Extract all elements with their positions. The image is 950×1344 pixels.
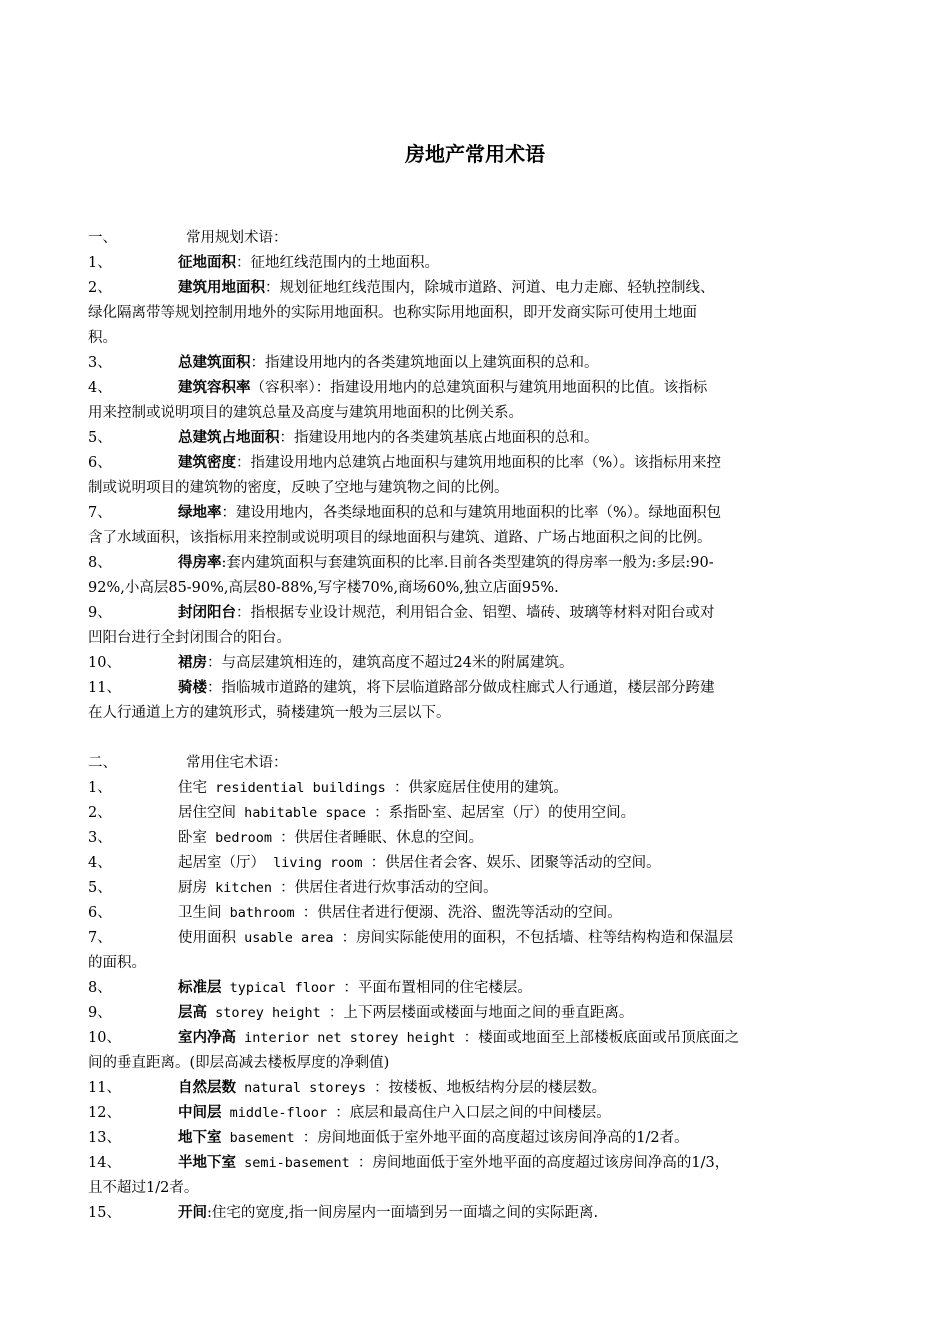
term-name: 标准层	[178, 980, 222, 996]
item-number: 11、	[88, 680, 121, 696]
term-first-line	[88, 426, 812, 451]
term-name: 层高	[178, 1005, 207, 1021]
term-definition: ：上下两层楼面或楼面与地面之间的垂直距离。	[328, 1005, 634, 1021]
item-number: 1、	[88, 780, 112, 796]
section-spacer	[88, 726, 812, 751]
term-entry	[88, 926, 812, 976]
term-first-line	[88, 351, 812, 376]
term-continuation-line	[88, 576, 812, 601]
term-name: 卧室	[178, 830, 207, 846]
item-number: 8、	[88, 555, 112, 571]
section-number: 一、	[88, 230, 117, 246]
term-first-line	[88, 376, 812, 401]
term-entry	[88, 1201, 812, 1226]
item-number: 9、	[88, 1005, 112, 1021]
term-entry	[88, 1101, 812, 1126]
term-definition: ：供居住者会客、娱乐、团聚等活动的空间。	[370, 855, 661, 871]
term-continuation-line	[88, 701, 812, 726]
term-entry	[88, 676, 812, 726]
document-body	[88, 226, 812, 1226]
item-number: 7、	[88, 505, 112, 521]
term-name: 卫生间	[178, 905, 222, 921]
page-title: 房地产常用术语	[405, 142, 545, 166]
item-number: 6、	[88, 455, 112, 471]
term-name: 得房率	[178, 555, 222, 571]
term-name: 绿地率	[178, 505, 222, 521]
term-name: 起居室（厅）	[178, 855, 265, 871]
term-entry	[88, 451, 812, 501]
term-entry	[88, 1026, 812, 1076]
term-name: 室内净高	[178, 1030, 236, 1046]
item-number: 10、	[88, 1030, 121, 1046]
term-definition: ：楼面或地面至上部楼板底面或吊顶底面之	[463, 1030, 740, 1046]
term-name: 骑楼	[178, 680, 207, 696]
term-english: basement	[221, 1130, 303, 1146]
term-definition: ：建设用地内，各类绿地面积的总和与建筑用地面积的比率（%）。绿地面积包	[221, 505, 722, 521]
term-first-line	[88, 1101, 812, 1126]
term-definition: 间的垂直距离。(即层高减去楼板厚度的净剩值)	[88, 1055, 390, 1071]
term-first-line	[88, 901, 812, 926]
term-definition: :套内建筑面积与套建筑面积的比率.目前各类型建筑的得房率一般为:多层:90-	[221, 555, 714, 571]
item-number: 11、	[88, 1080, 121, 1096]
item-number: 1、	[88, 255, 112, 271]
term-name: 封闭阳台	[178, 605, 236, 621]
term-definition: （容积率）：指建设用地内的总建筑面积与建筑用地面积的比值。该指标	[250, 380, 708, 396]
term-definition: 含了水域面积，该指标用来控制或说明项目的绿地面积与建筑、道路、广场占地面积之间的比例。	[88, 530, 712, 546]
term-definition: 用来控制或说明项目的建筑总量及高度与建筑用地面积的比例关系。	[88, 405, 523, 421]
term-definition: 的面积。	[88, 955, 146, 971]
term-entry	[88, 1001, 812, 1026]
term-continuation-line	[88, 526, 812, 551]
term-name: 中间层	[178, 1105, 222, 1121]
term-first-line	[88, 451, 812, 476]
term-first-line	[88, 926, 812, 951]
term-name: 使用面积	[178, 930, 236, 946]
term-entry	[88, 251, 812, 276]
term-entry	[88, 1126, 812, 1151]
term-english: residential buildings	[207, 780, 394, 796]
term-definition: ：供居住者睡眠、休息的空间。	[280, 830, 484, 846]
term-english: kitchen	[207, 880, 281, 896]
term-definition: ：房间地面低于室外地平面的高度超过该房间净高的1/3，	[357, 1155, 730, 1171]
term-definition: 在人行通道上方的建筑形式，骑楼建筑一般为三层以下。	[88, 705, 451, 721]
item-number: 12、	[88, 1105, 121, 1121]
term-definition: ：房间地面低于室外地平面的高度超过该房间净高的1/2者。	[302, 1130, 689, 1146]
term-definition: ：系指卧室、起居室（厅）的使用空间。	[374, 805, 636, 821]
term-english: bedroom	[207, 830, 281, 846]
term-english: semi-basement	[236, 1155, 358, 1171]
term-entry	[88, 876, 812, 901]
term-english: typical floor	[221, 980, 344, 996]
term-definition: ：供居住者进行便溺、洗浴、盥洗等活动的空间。	[302, 905, 622, 921]
term-definition: 积。	[88, 330, 117, 346]
term-first-line	[88, 551, 812, 576]
term-entry	[88, 826, 812, 851]
section-title: 常用住宅术语：	[186, 755, 288, 771]
term-continuation-line	[88, 1051, 812, 1076]
term-entry	[88, 351, 812, 376]
term-first-line	[88, 651, 812, 676]
section-title: 常用规划术语：	[186, 230, 288, 246]
term-name: 建筑用地面积	[178, 280, 265, 296]
term-first-line	[88, 1076, 812, 1101]
term-definition: 绿化隔离带等规划控制用地外的实际用地面积。也称实际用地面积，即开发商实际可使用土地面	[88, 305, 697, 321]
term-entry	[88, 376, 812, 426]
term-first-line	[88, 851, 812, 876]
term-first-line	[88, 1026, 812, 1051]
item-number: 7、	[88, 930, 112, 946]
term-first-line	[88, 776, 812, 801]
item-number: 4、	[88, 380, 112, 396]
term-continuation-line	[88, 326, 812, 351]
term-name: 建筑容积率	[178, 380, 251, 396]
term-entry	[88, 601, 812, 651]
term-entry	[88, 1076, 812, 1101]
section-number: 二、	[88, 755, 117, 771]
item-number: 8、	[88, 980, 112, 996]
term-entry	[88, 801, 812, 826]
item-number: 13、	[88, 1130, 121, 1146]
term-name: 总建筑占地面积	[178, 430, 280, 446]
term-entry	[88, 776, 812, 801]
term-first-line	[88, 251, 812, 276]
item-number: 5、	[88, 430, 112, 446]
term-english: bathroom	[221, 905, 303, 921]
section-heading-residential	[88, 751, 812, 776]
term-name: 厨房	[178, 880, 207, 896]
term-entry	[88, 901, 812, 926]
term-definition: ：供家庭居住使用的建筑。	[393, 780, 568, 796]
term-entry	[88, 276, 812, 351]
term-definition: ：指建设用地内总建筑占地面积与建筑用地面积的比率（%）。该指标用来控	[236, 455, 722, 471]
term-definition: :住宅的宽度,指一间房屋内一面墙到另一面墙之间的实际距离.	[207, 1205, 599, 1221]
term-english: natural storeys	[236, 1080, 375, 1096]
term-definition: ：平面布置相同的住宅楼层。	[343, 980, 532, 996]
term-entry	[88, 551, 812, 601]
term-first-line	[88, 601, 812, 626]
term-definition: ：按楼板、地板结构分层的楼层数。	[374, 1080, 607, 1096]
term-name: 半地下室	[178, 1155, 236, 1171]
item-number: 2、	[88, 280, 112, 296]
term-entry	[88, 651, 812, 676]
item-number: 4、	[88, 855, 112, 871]
term-name: 居住空间	[178, 805, 236, 821]
term-definition: ：供居住者进行炊事活动的空间。	[280, 880, 498, 896]
term-english: storey height	[207, 1005, 329, 1021]
term-name: 总建筑面积	[178, 355, 251, 371]
residential-terms-list	[88, 776, 812, 1226]
term-name: 自然层数	[178, 1080, 236, 1096]
term-english: interior net storey height	[236, 1030, 464, 1046]
term-definition: ：规划征地红线范围内，除城市道路、河道、电力走廊、轻轨控制线、	[265, 280, 715, 296]
term-first-line	[88, 1001, 812, 1026]
term-first-line	[88, 1126, 812, 1151]
term-definition: 凹阳台进行全封闭围合的阳台。	[88, 630, 291, 646]
term-english: usable area	[236, 930, 342, 946]
item-number: 3、	[88, 830, 112, 846]
term-first-line	[88, 501, 812, 526]
term-first-line	[88, 976, 812, 1001]
term-entry	[88, 1151, 812, 1201]
term-definition: ：指建设用地内的各类建筑地面以上建筑面积的总和。	[250, 355, 599, 371]
item-number: 14、	[88, 1155, 121, 1171]
term-definition: ：底层和最高住户入口层之间的中间楼层。	[335, 1105, 611, 1121]
term-definition: 制或说明项目的建筑物的密度，反映了空地与建筑物之间的比例。	[88, 480, 509, 496]
term-definition: ：征地红线范围内的土地面积。	[236, 255, 439, 271]
term-first-line	[88, 676, 812, 701]
item-number: 15、	[88, 1205, 121, 1221]
section-heading-planning	[88, 226, 812, 251]
term-continuation-line	[88, 401, 812, 426]
item-number: 9、	[88, 605, 112, 621]
term-first-line	[88, 801, 812, 826]
term-continuation-line	[88, 1176, 812, 1201]
item-number: 5、	[88, 880, 112, 896]
term-definition: ：指建设用地内的各类建筑基底占地面积的总和。	[279, 430, 599, 446]
term-definition: 92%,小高层85-90%,高层80-88%,写字楼70%,商场60%,独立店面95%.	[88, 580, 559, 596]
term-continuation-line	[88, 951, 812, 976]
term-name: 地下室	[178, 1130, 222, 1146]
term-continuation-line	[88, 626, 812, 651]
item-number: 2、	[88, 805, 112, 821]
term-name: 开间	[178, 1205, 207, 1221]
planning-terms-list	[88, 251, 812, 726]
item-number: 10、	[88, 655, 121, 671]
term-definition: ：房间实际能使用的面积，不包括墙、柱等结构构造和保温层	[341, 930, 734, 946]
term-name: 住宅	[178, 780, 207, 796]
term-first-line	[88, 826, 812, 851]
term-entry	[88, 426, 812, 451]
term-definition: 且不超过1/2者。	[88, 1180, 199, 1196]
term-entry	[88, 976, 812, 1001]
term-name: 征地面积	[178, 255, 236, 271]
term-english: middle-floor	[221, 1105, 336, 1121]
term-english: habitable space	[236, 805, 375, 821]
term-entry	[88, 501, 812, 551]
term-first-line	[88, 876, 812, 901]
term-english: living room	[265, 855, 371, 871]
term-first-line	[88, 1201, 812, 1226]
term-definition: ：与高层建筑相连的，建筑高度不超过24米的附属建筑。	[207, 655, 574, 671]
term-definition: ：指根据专业设计规范，利用铝合金、铝塑、墙砖、玻璃等材料对阳台或对	[236, 605, 715, 621]
term-first-line	[88, 276, 812, 301]
term-name: 裙房	[178, 655, 207, 671]
item-number: 3、	[88, 355, 112, 371]
term-name: 建筑密度	[178, 455, 236, 471]
term-definition: ：指临城市道路的建筑，将下层临道路部分做成柱廊式人行通道，楼层部分跨建	[207, 680, 715, 696]
item-number: 6、	[88, 905, 112, 921]
term-entry	[88, 851, 812, 876]
term-continuation-line	[88, 476, 812, 501]
term-first-line	[88, 1151, 812, 1176]
term-continuation-line	[88, 301, 812, 326]
